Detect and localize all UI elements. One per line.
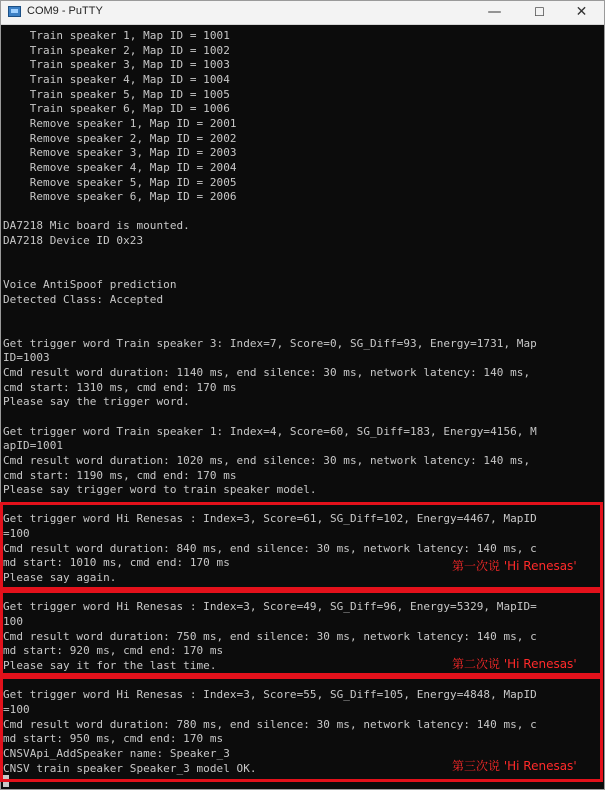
terminal-line: Remove speaker 2, Map ID = 2002 — [3, 131, 237, 145]
terminal-line: Train speaker 3, Map ID = 1003 — [3, 58, 230, 72]
terminal-line: =100 — [3, 527, 30, 541]
terminal-line: md start: 920 ms, cmd end: 170 ms — [3, 644, 224, 658]
terminal-line: Train speaker 5, Map ID = 1005 — [3, 87, 230, 101]
terminal-line: ID=1003 — [3, 351, 50, 365]
terminal-line: 100 — [3, 615, 24, 628]
terminal-line: Train speaker 6, Map ID = 1006 — [3, 102, 230, 116]
annotation-second-attempt: 第二次说 'Hi Renesas' — [452, 657, 577, 671]
terminal-line: Get trigger word Train speaker 3: Index=7, Score=0, SG_Diff=93, Energy=1731, Map — [3, 336, 537, 350]
close-button[interactable]: ✕ — [575, 4, 588, 20]
terminal-line: DA7218 Mic board is mounted. — [3, 219, 190, 233]
terminal-line: Train speaker 1, Map ID = 1001 — [3, 29, 230, 42]
window-title: COM9 - PuTTY — [27, 5, 103, 17]
terminal-line: cmd start: 1310 ms, cmd end: 170 ms — [3, 380, 237, 394]
terminal-line: cmd start: 1190 ms, cmd end: 170 ms — [3, 468, 237, 482]
terminal-line: Please say it for the last time. — [3, 658, 217, 672]
terminal-line: Remove speaker 6, Map ID = 2006 — [3, 190, 237, 204]
title-bar[interactable] — [1, 1, 604, 25]
annotation-first-attempt: 第一次说 'Hi Renesas' — [452, 559, 577, 573]
terminal-line: Voice AntiSpoof prediction — [3, 278, 177, 292]
minimize-button[interactable]: — — [487, 4, 502, 20]
terminal-line: Please say the trigger word. — [3, 395, 190, 409]
terminal-line: Please say again. — [3, 571, 117, 585]
putty-app-icon[interactable] — [8, 6, 21, 17]
terminal-line: Remove speaker 5, Map ID = 2005 — [3, 175, 237, 189]
annotation-third-attempt: 第三次说 'Hi Renesas' — [452, 759, 577, 773]
terminal-line: Remove speaker 4, Map ID = 2004 — [3, 160, 237, 174]
terminal-line: DA7218 Device ID 0x23 — [3, 234, 144, 248]
terminal-line: Cmd result word duration: 1020 ms, end silence: 30 ms, network latency: 140 ms, — [3, 453, 531, 467]
terminal-line: CNSVApi_AddSpeaker name: Speaker_3 — [3, 746, 230, 760]
terminal-line: md start: 1010 ms, cmd end: 170 ms — [3, 556, 230, 570]
terminal-line: Remove speaker 3, Map ID = 2003 — [3, 146, 237, 160]
terminal-line: Cmd result word duration: 780 ms, end silence: 30 ms, network latency: 140 ms, c — [3, 717, 537, 731]
terminal-line: Train speaker 2, Map ID = 1002 — [3, 43, 230, 57]
maximize-button[interactable]: ☐ — [534, 5, 545, 19]
terminal-line: Please say trigger word to train speaker model. — [3, 483, 317, 497]
terminal-line: Cmd result word duration: 1140 ms, end silence: 30 ms, network latency: 140 ms, — [3, 365, 531, 379]
terminal-line: Cmd result word duration: 750 ms, end silence: 30 ms, network latency: 140 ms, c — [3, 629, 537, 643]
highlight-box-first-attempt — [0, 502, 603, 590]
terminal-line: Get trigger word Hi Renesas : Index=3, Score=55, SG_Diff=105, Energy=4848, MapID — [3, 688, 537, 702]
terminal-line: Train speaker 4, Map ID = 1004 — [3, 72, 230, 86]
terminal-line: Detected Class: Accepted — [3, 292, 164, 306]
terminal-line: apID=1001 — [3, 439, 64, 453]
terminal-line: CNSV train speaker Speaker_3 model OK. — [3, 761, 257, 775]
terminal-line: md start: 950 ms, cmd end: 170 ms — [3, 732, 224, 746]
terminal-line: Cmd result word duration: 840 ms, end silence: 30 ms, network latency: 140 ms, c — [3, 541, 537, 555]
terminal-line: Get trigger word Hi Renesas : Index=3, Score=49, SG_Diff=96, Energy=5329, MapID= — [3, 600, 537, 614]
terminal-line: =100 — [3, 702, 30, 716]
terminal-line: Get trigger word Train speaker 1: Index=4, Score=60, SG_Diff=183, Energy=4156, M — [3, 424, 537, 438]
terminal-line: Remove speaker 1, Map ID = 2001 — [3, 116, 237, 130]
terminal-line: Get trigger word Hi Renesas : Index=3, Score=61, SG_Diff=102, Energy=4467, MapID — [3, 512, 537, 526]
